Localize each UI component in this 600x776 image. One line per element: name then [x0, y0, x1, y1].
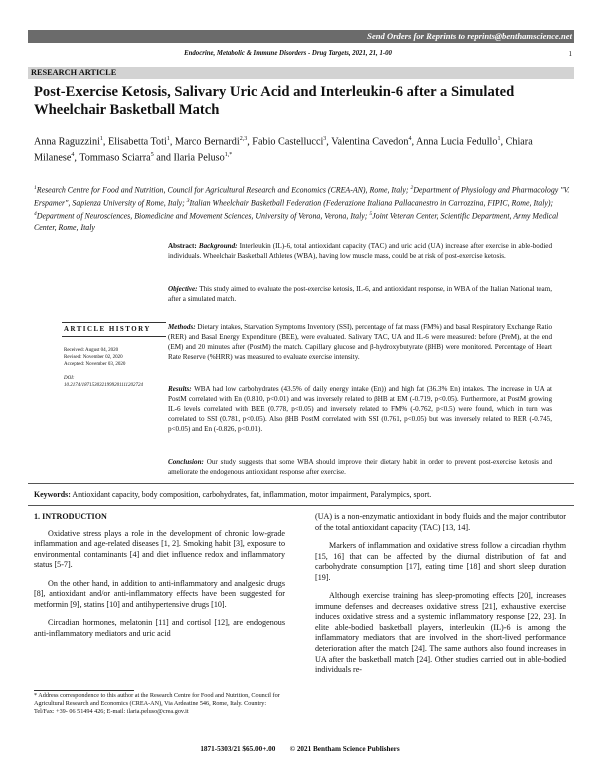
author-affiliation-mark: 1,*: [224, 151, 233, 158]
author-affiliation-mark: 4: [408, 136, 412, 142]
doi: [62, 376, 166, 389]
author-affiliation-mark: 4: [71, 151, 75, 158]
author-list: Anna Raguzzini$^1$, Elisabetta Toti$^1$, Marco Bernardi$^{2,3}$, Fabio Castellucci$^3$, Valentina Cavedon$^4$, Anna Lucia Fedullo$^1$, Chiara Milanese$^4$, Tommaso Sciarra$^5$ and Ilaria Peluso$^{1,*}$: [34, 136, 533, 164]
body-column-right: [315, 512, 566, 684]
objective-label: Objective:: [168, 285, 198, 293]
body-column-left: [34, 512, 285, 647]
methods-label: Methods:: [168, 323, 196, 331]
correspondence-footnote: * Address correspondence to this author at the Research Centre for Food and Nutrition, Council for Agricultural Research and Economics (CREA-AN), Via Ardeatine 546, Rome, Italy. Country: Tel/Fax: +39- 06 51494 426; E-mail: ilaria.peluso@crea.gov.it: [34, 692, 280, 715]
article-history: [62, 322, 166, 389]
author-name: Anna Lucia Fedullo: [415, 136, 498, 148]
author-name: Ilaria Peluso: [173, 152, 225, 164]
doi-value[interactable]: 10.2174/1871530321999201111202724: [64, 382, 144, 388]
author-name: Fabio Castellucci: [252, 136, 324, 148]
paragraph: (UA) is a non-enzymatic antioxidant in body fluids and the major contributor of the total antioxidant capacity (TAC) [13, 14].: [315, 512, 566, 532]
reprints-notice: Send Orders for Reprints to reprints@benthamscience.net: [367, 31, 572, 41]
paper-title: Post-Exercise Ketosis, Salivary Uric Acid and Interleukin-6 after a Simulated Wheelchair Basketball Match: [34, 84, 515, 118]
accepted-date: Accepted: November 03, 2020: [64, 362, 126, 367]
author-name: Valentina Cavedon: [331, 136, 409, 148]
paragraph: Markers of inflammation and oxidative stress follow a circadian rhythm [15, 16] that can be affected by the diurnal distribution of fat and carbohydrate consumption [17], eating time [18] and short sleep duration [19].: [315, 541, 566, 582]
background-text: Interleukin (IL)-6, total antioxidant capacity (TAC) and uric acid (UA) increase after exercise in able-bodied individuals. Wheelchair Basketball Athletes (WBA), having low muscle mass, could be at risk of post-exercise ketosis.: [168, 242, 552, 260]
footnote-rule: [34, 690, 134, 691]
keywords-label: Keywords:: [34, 490, 71, 499]
author-affiliation-mark: 5: [150, 151, 154, 158]
affiliation-text: Research Centre for Food and Nutrition, Council for Agricultural Research and Economics (CREA-AN), Rome, Italy;: [36, 185, 411, 195]
received-date: Received: August 04, 2020: [64, 348, 119, 353]
section-title: 1. INTRODUCTION: [34, 512, 107, 521]
affiliation-mark: 2: [410, 185, 414, 191]
doi-label: DOI:: [64, 376, 75, 381]
affiliation-text: Department of Neurosciences, Biomedicine and Movement Sciences, University of Verona, Verona, Italy;: [36, 212, 370, 222]
revised-date: Revised: November 02, 2020: [64, 355, 123, 360]
author-affiliation-mark: 3: [323, 136, 327, 142]
affiliation-text: Italian Wheelchair Basketball Federation (Federazione Italiana Pallacanestro in Carrozzina, FIPIC, Rome, Italy);: [189, 198, 554, 208]
journal-citation: Endocrine, Metabolic & Immune Disorders - Drug Targets, 2021, 21, 1-00: [184, 50, 392, 57]
keywords: [34, 490, 574, 499]
author-name: Chiara Milanese: [34, 136, 533, 164]
conclusion-text: Our study suggests that some WBA should improve their dietary habit in order to prevent post-exercise ketosis and ameliorate the endogenous antioxidant response after exercise.: [168, 458, 552, 476]
author-affiliation-mark: 1: [166, 136, 170, 142]
paragraph: Oxidative stress plays a role in the development of chronic low-grade inflammation and age-related diseases [1, 2]. Smoking habit [3], exposure to environmental contaminants [4] and diet influence redox and inflammatory status [5-7].: [34, 528, 285, 570]
conclusion-label: Conclusion:: [168, 458, 204, 466]
copyright: © 2021 Bentham Science Publishers: [289, 745, 400, 753]
page-number: 1: [568, 50, 572, 58]
affiliation-mark: 5: [369, 211, 373, 218]
paragraph: On the other hand, in addition to anti-inflammatory and analgesic drugs [8], antioxidant and/or anti-inflammatory effects have been suggested for metformin [9], statins [10] and antihypertensive drugs [10].: [34, 578, 285, 609]
author-affiliation-mark: 1: [497, 136, 501, 142]
methods-text: Dietary intakes, Starvation Symptoms Inventory (SSI), percentage of fat mass (FM%) and basal Respiratory Exchange Ratio (RER) and Basal Energy Expenditure (BEE), were evaluated. Salivary TAC, UA and IL-6 were measured: before (PreM), at the end (EM) and 20 minutes after (PostM) the match. Capillary glucose and β-hydroxybutyrate (βHB) were monitored. Percentage of Heart Rate Reserve (%HRR) was measured to evaluate exercise intensity.: [168, 323, 552, 361]
author-name: Elisabetta Toti: [108, 136, 167, 148]
author-name: Anna Raguzzini: [34, 136, 100, 148]
affiliation-text: Joint Veteran Center, Scientific Department, Army Medical Center, Rome, Italy: [34, 212, 559, 232]
paragraph: Circadian hormones, melatonin [11] and cortisol [12], are endogenous anti-inflammatory mediators and uric acid: [34, 618, 285, 638]
divider: [28, 505, 574, 506]
affiliation-mark: 1: [34, 185, 37, 191]
abstract-conclusion: [168, 457, 552, 477]
background-label: Background:: [198, 242, 238, 250]
affiliation-mark: 4: [34, 211, 37, 218]
history-heading: ARTICLE HISTORY: [62, 322, 166, 337]
paragraph: Although exercise training has sleep-promoting effects [20], increases immune defenses and decreases oxidative stress [21], exhaustive exercise induces oxidative stress and a systemic inflammatory response [22, 23]. In elite able-bodied basketball players, interleukin (IL)-6 is among the inflammatory mediators that are involved in the short-lived performance deterioration after the match [24]. The same authors also found increases in UA after the basketball match [24]. Other studies carried out in able-bodied individuals re-: [315, 591, 566, 675]
issn: 1871-5303/21 $65.00+.00: [200, 745, 276, 753]
author-name: Tommaso Sciarra: [79, 152, 151, 164]
article-type: RESEARCH ARTICLE: [31, 68, 117, 77]
affiliation-mark: 3: [186, 198, 190, 205]
page-footer: [150, 745, 450, 753]
abstract-background: [168, 241, 552, 261]
results-text: WBA had low carbohydrates (43.5% of daily energy intake (En)) and high fat (36.3% En) intakes. The increase in UA at PostM correlated with En (0.810, p<0.01) and was inversely related to βHB at EM (-0.719, p<0.05). Furthermore, at PostM growing IL-6 levels correlated with BEE (0.778, p<0.05) and inversely related to FM% (-0.762, p<0.5) were found, which in turn was correlated to SSI (0.781, p<0.05). Also βHB PostM correlated with SSI (0.761, p<0.05) but was inversely related to RER (-0.745, p<0.05) and En (-0.826, p<0.01).: [168, 385, 552, 433]
results-label: Results:: [168, 385, 192, 393]
abstract-objective: [168, 284, 552, 304]
author-affiliation-mark: 2,3: [239, 136, 248, 142]
abstract-label: Abstract:: [168, 242, 197, 250]
objective-text: This study aimed to evaluate the post-exercise ketosis, IL-6, and antioxidant response, in WBA of the Italian National team, after a simulated match.: [168, 285, 552, 303]
affiliations: [34, 183, 574, 233]
divider: [28, 483, 574, 484]
author-affiliation-mark: 1: [99, 136, 103, 142]
abstract-results: [168, 384, 552, 434]
abstract-methods: [168, 322, 552, 362]
keywords-text: Antioxidant capacity, body composition, carbohydrates, fat, inflammation, motor impairment, Paralympics, sport.: [72, 490, 432, 499]
author-name: Marco Bernardi: [174, 136, 240, 148]
affiliation-text: Department of Physiology and Pharmacology "V. Erspamer", Sapienza University of Rome, Italy;: [34, 185, 570, 208]
